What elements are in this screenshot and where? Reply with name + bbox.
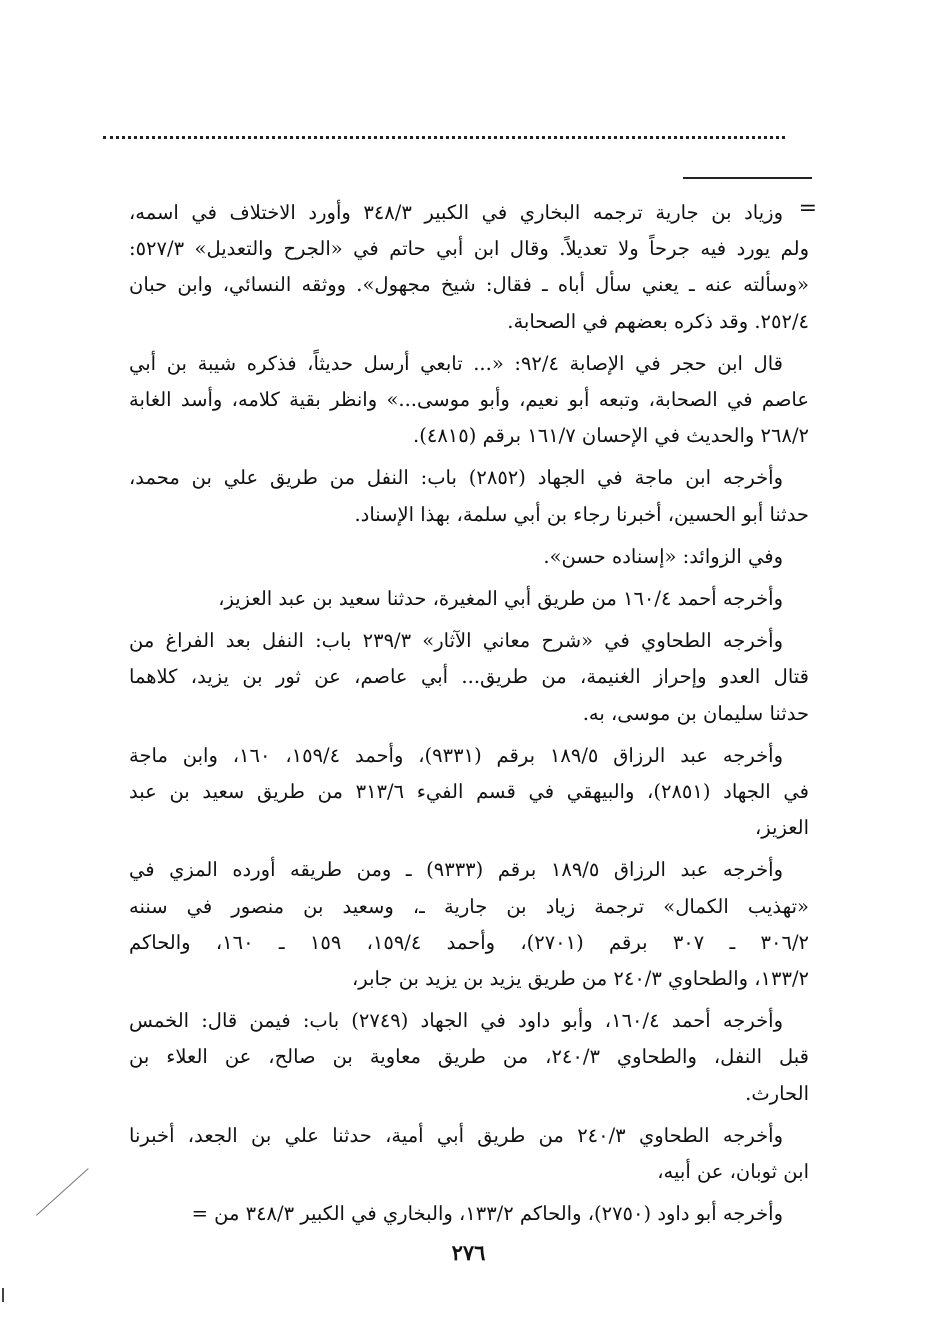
dotted-separator — [103, 136, 785, 151]
text-line: الحارث. — [745, 1081, 809, 1105]
scan-artifact-tick — [2, 1288, 4, 1302]
text-line: ابن ثوبان، عن أبيه، — [657, 1160, 809, 1184]
text-line: وأخرجه ابن ماجة في الجهاد (٢٨٥٢) باب: النفل من طريق علي بن محمد، — [129, 466, 783, 490]
text-line: وأخرجه عبد الرزاق ١٨٩/٥ برقم (٩٣٣١)، وأحمد ١٥٩/٤، ١٦٠، وابن ماجة — [129, 743, 783, 767]
footnote-paragraph — [129, 1196, 809, 1232]
footnote-paragraph — [129, 539, 809, 575]
footnote-paragraph — [129, 195, 809, 340]
footnote-paragraph — [129, 460, 809, 532]
text-line: العزيز، — [754, 816, 809, 840]
text-line: حدثنا أبو الحسين، أخبرنا رجاء بن أبي سلمة، بهذا الإسناد. — [354, 502, 809, 526]
text-line: وأخرجه الطحاوي في «شرح معاني الآثار» ٢٣٩/٣ باب: النفل بعد الفراغ من — [129, 629, 783, 653]
footnote-paragraph — [129, 1003, 809, 1112]
text-line: ولم يورد فيه جرحاً ولا تعديلاً. وقال ابن أبي حاتم في «الجرح والتعديل» ٥٢٧/٣: — [129, 237, 809, 261]
text-line: وأخرجه أبو داود (٢٧٥٠)، والحاكم ١٣٣/٢، والبخاري في الكبير ٣٤٨/٣ من = — [191, 1202, 783, 1226]
text-line: عاصم في الصحابة، وتبعه أبو نعيم، وأبو موسى...» وانظر بقية كلامه، وأسد الغابة — [129, 388, 809, 412]
text-line: «وسألته عنه ـ يعني سأل أباه ـ فقال: شيخ مجهول». ووثقه النسائي، وابن حبان — [129, 273, 809, 297]
text-line: حدثنا سليمان بن موسى، به. — [582, 701, 809, 725]
text-line: قال ابن حجر في الإصابة ٩٢/٤: «... تابعي أرسل حديثاً، فذكره شيبة بن أبي — [129, 351, 783, 375]
text-line: وأخرجه أحمد ١٦٠/٤، وأبو داود في الجهاد (٢٧٤٩) باب: فيمن قال: الخمس — [129, 1009, 783, 1033]
footnote-rule — [683, 177, 812, 179]
footnote-paragraph — [129, 623, 809, 732]
footnote-paragraph — [129, 1118, 809, 1190]
text-line: ٣٠٦/٢ ـ ٣٠٧ برقم (٢٧٠١)، وأحمد ١٥٩/٤، ١٥٩ ـ ١٦٠، والحاكم — [129, 930, 809, 954]
text-line: قتال العدو وإحراز الغنيمة، من طريق... أبي عاصم، عن ثور بن يزيد، كلاهما — [129, 665, 809, 689]
page-number: ٢٧٦ — [451, 1240, 486, 1265]
text-line: وفي الزوائد: «إسناده حسن». — [543, 544, 783, 568]
text-line: ١٣٣/٢، والطحاوي ٢٤٠/٣ من طريق يزيد بن يزيد بن جابر، — [352, 967, 809, 991]
footnote-paragraph — [129, 738, 809, 847]
text-line: وأخرجه الطحاوي ٢٤٠/٣ من طريق أبي أمية، حدثنا علي بن الجعد، أخبرنا — [129, 1123, 783, 1147]
footnote-paragraph — [129, 581, 809, 617]
text-line: وزياد بن جارية ترجمه البخاري في الكبير ٣٤٨/٣ وأورد الاختلاف في اسمه، — [129, 201, 783, 224]
text-line: وأخرجه أحمد ١٦٠/٤ من طريق أبي المغيرة، حدثنا سعيد بن عبد العزيز، — [218, 587, 783, 611]
text-line: «تهذيب الكمال» ترجمة زياد بن جارية ـ، وسعيد بن منصور في سننه — [129, 894, 809, 918]
text-line: وأخرجه عبد الرزاق ١٨٩/٥ برقم (٩٣٣٣) ـ ومن طريقه أورده المزي في — [129, 858, 783, 882]
scan-artifact-line — [36, 1168, 89, 1216]
text-line: في الجهاد (٢٨٥١)، والبيهقي في قسم الفيء ٣١٣/٦ من طريق سعيد بن عبد — [129, 780, 809, 804]
footnote-paragraph — [129, 346, 809, 455]
text-line: ٢٥٢/٤. وقد ذكره بعضهم في الصحابة. — [507, 309, 809, 333]
footnote-text — [129, 195, 809, 1238]
text-line: قبل النفل، والطحاوي ٢٤٠/٣، من طريق معاوية بن صالح، عن العلاء بن — [129, 1045, 810, 1069]
text-line: ٢٦٨/٢ والحديث في الإحسان ١٦١/٧ برقم (٤٨١٥). — [413, 424, 809, 448]
footnote-paragraph — [129, 852, 809, 997]
continuation-mark: = — [798, 196, 817, 221]
